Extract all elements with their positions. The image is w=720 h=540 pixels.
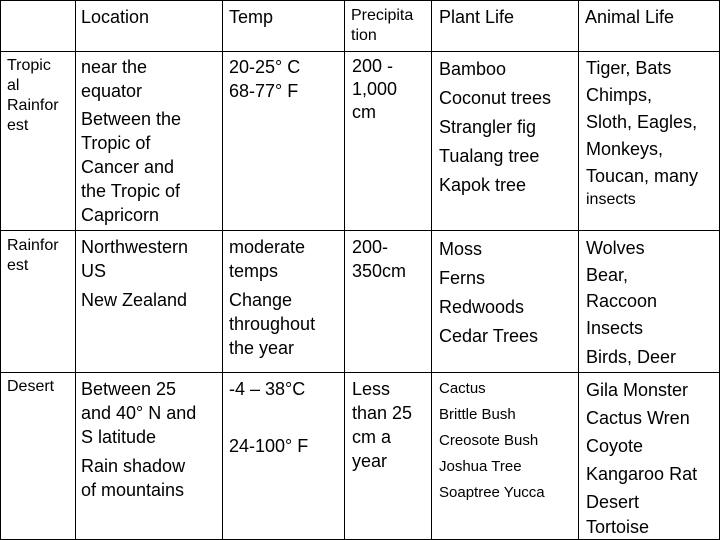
header-plant-life: Plant Life xyxy=(439,7,515,27)
header-precipitation: Precipita tion xyxy=(351,7,414,44)
row-divider xyxy=(0,230,720,231)
table-border xyxy=(0,0,720,1)
temp-cell: moderate temps Change throughout the year xyxy=(229,237,316,358)
column-divider xyxy=(578,0,579,540)
location-cell: Between 25 and 40° N and S latitude Rain shadow of mountains xyxy=(81,379,197,500)
animal-life-cell: Gila Monster Cactus Wren Coyote Kangaroo Rat Desert Tortoise xyxy=(586,380,698,537)
header-location: Location xyxy=(81,7,150,27)
column-divider xyxy=(222,0,223,540)
header-temp: Temp xyxy=(229,7,274,27)
column-divider xyxy=(431,0,432,540)
temp-cell: 20-25° C 68-77° F xyxy=(229,57,301,101)
precip-cell: 200- 350cm xyxy=(352,237,407,281)
plant-life-cell: Bamboo Coconut trees Strangler fig Tualang tree Kapok tree xyxy=(439,59,552,195)
row-divider xyxy=(0,51,720,52)
row-divider xyxy=(0,372,720,373)
location-cell: Northwestern US New Zealand xyxy=(81,237,189,310)
location-cell: near the equator Between the Tropic of Cancer and the Tropic of Capricorn xyxy=(81,57,182,225)
biome-label: Desert xyxy=(7,378,55,395)
biome-label: Tropic al Rainfor est xyxy=(7,57,59,134)
column-divider xyxy=(75,0,76,540)
column-divider xyxy=(344,0,345,540)
biome-label: Rainfor est xyxy=(7,237,59,274)
temp-cell: -4 – 38°C 24-100° F xyxy=(229,379,309,456)
plant-life-cell: Moss Ferns Redwoods Cedar Trees xyxy=(439,239,539,346)
plant-life-cell: Cactus Brittle Bush Creosote Bush Joshua Tree Soaptree Yucca xyxy=(439,380,545,501)
animal-life-cell: Tiger, Bats Chimps, Sloth, Eagles, Monkeys, Toucan, many insects xyxy=(586,58,699,208)
precip-cell: 200 - 1,000 cm xyxy=(352,56,398,122)
table-border xyxy=(0,0,1,540)
animal-life-cell: Wolves Bear, Raccoon Insects Birds, Deer xyxy=(586,238,677,367)
precip-cell: Less than 25 cm a year xyxy=(352,379,413,471)
header-animal-life: Animal Life xyxy=(585,7,675,27)
